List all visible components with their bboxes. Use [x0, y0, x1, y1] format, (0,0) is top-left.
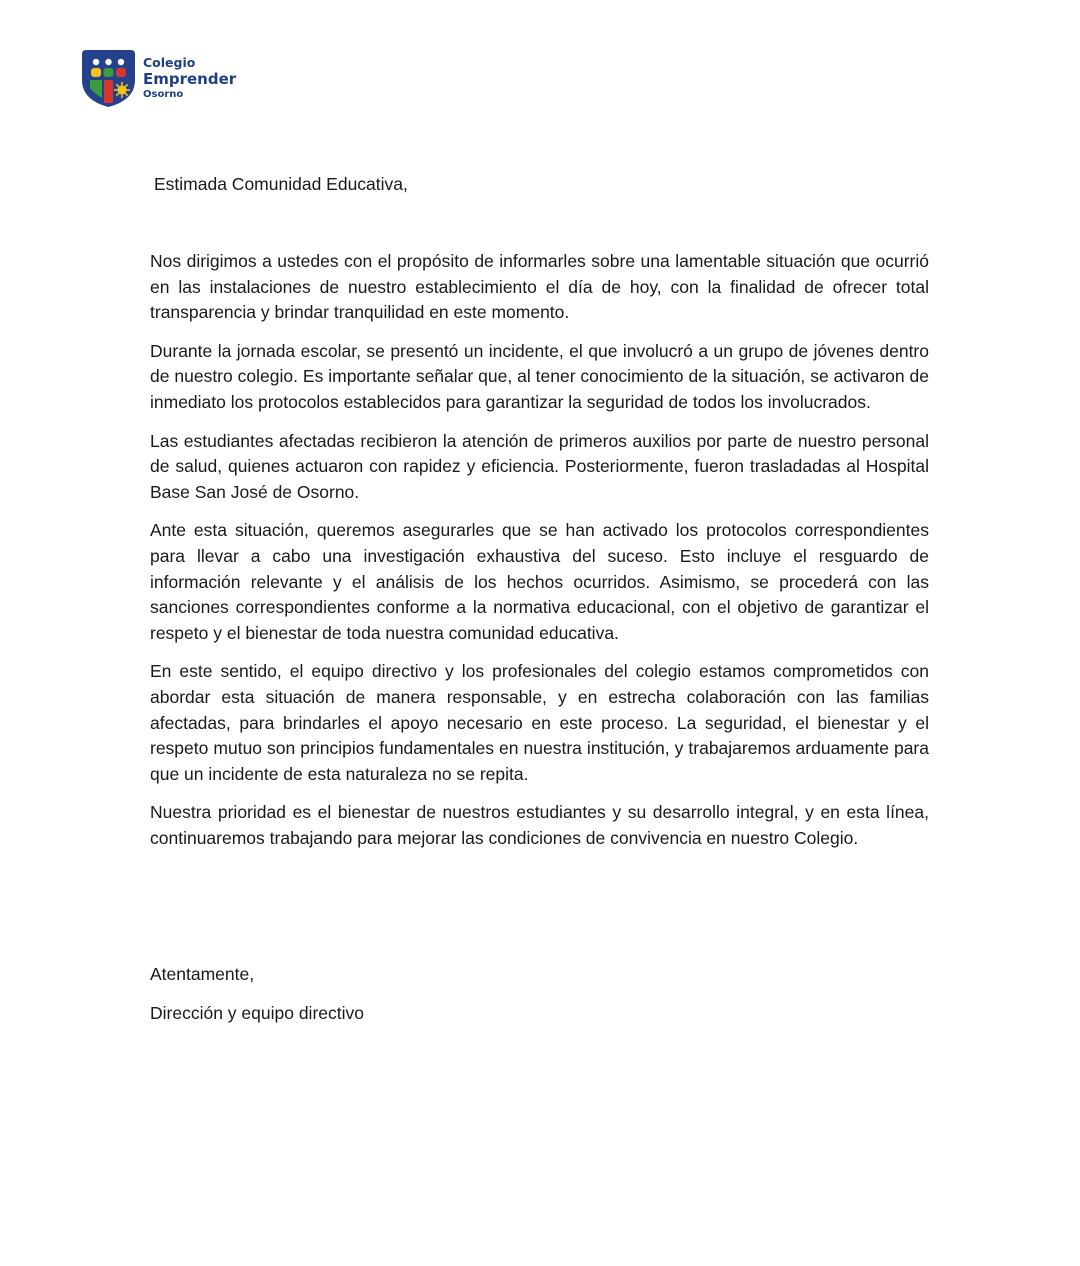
logo-line-emprender: Emprender — [143, 70, 237, 88]
letter-paragraph-2: Durante la jornada escolar, se presentó un incidente, el que involucró a un grupo de jóvenes dentro de nuestro colegio. Es importante señalar que, al tener conocimiento de la situación, se activaron de inmediato los protocolos establecidos para garantizar la seguridad de todos los involucrados. — [150, 340, 929, 412]
letter-body — [150, 249, 929, 864]
letter-paragraph-6: Nuestra prioridad es el bienestar de nuestros estudiantes y su desarrollo integral, y en esta línea, continuaremos trabajando para mejorar las condiciones de convivencia en nuestro Colegio. — [150, 802, 929, 848]
school-logo — [82, 50, 236, 107]
letter-closing: Atentamente, — [150, 964, 255, 984]
logo-line-colegio: Colegio — [143, 55, 196, 70]
logo-wordmark — [143, 56, 236, 101]
logo-line-osorno: Osorno — [143, 89, 184, 100]
letter-paragraph-5: En este sentido, el equipo directivo y los profesionales del colegio estamos comprometidos con abordar esta situación de manera responsable, y en estrecha colaboración con las familias afectadas, para brindarles el apoyo necesario en este proceso. La seguridad, el bienestar y el respeto mutuo son principios fundamentales en nuestra institución, y trabajaremos arduamente para que un incidente de esta naturaleza no se repita. — [150, 661, 929, 784]
letter-signature: Dirección y equipo directivo — [150, 1003, 364, 1023]
letter-paragraph-3: Las estudiantes afectadas recibieron la atención de primeros auxilios por parte de nuestro personal de salud, quienes actuaron con rapidez y eficiencia. Posteriormente, fueron trasladadas al Hospital Base San José de Osorno. — [150, 430, 929, 502]
letter-paragraph-4: Ante esta situación, queremos asegurarles que se han activado los protocolos correspondientes para llevar a cabo una investigación exhaustiva del suceso. Esto incluye el resguardo de información relevante y el análisis de los hechos ocurridos. Asimismo, se procederá con las sanciones correspondientes conforme a la normativa educacional, con el objetivo de garantizar el respeto y el bienestar de toda nuestra comunidad educativa. — [150, 520, 929, 643]
letter-salutation: Estimada Comunidad Educativa, — [154, 174, 408, 194]
school-crest-icon — [82, 50, 135, 107]
letter-paragraph-1: Nos dirigimos a ustedes con el propósito de informarles sobre una lamentable situación que ocurrió en las instalaciones de nuestro establecimiento el día de hoy, con la finalidad de ofrecer total transparencia y brindar tranquilidad en este momento. — [150, 251, 929, 323]
